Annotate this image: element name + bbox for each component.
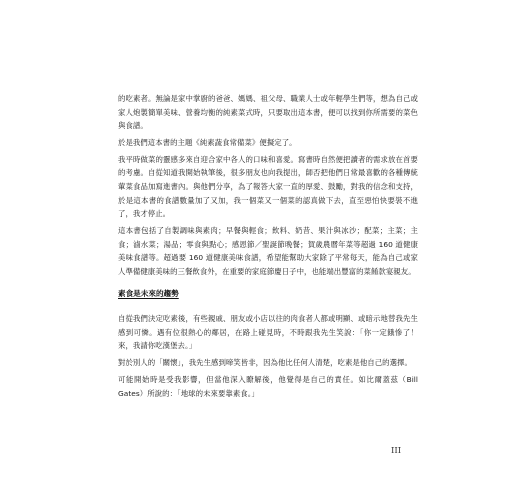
paragraph-book-theme: 於是我們這本書的主題《純素蔬食常備菜》便擬定了。 <box>118 137 297 147</box>
paragraph-care: 對於別人的「關懷」，我先生感到啼笑皆非，因為他比任何人清楚，吃素是他自己的選擇。 <box>118 358 412 368</box>
paragraph-contents: 這本書包括了自製調味與素肉；早餐與輕食；飲料、奶昔、果汁與冰沙；配菜；主菜；主食；滷水菜；湯品；零食與點心；感恩節／聖誕節晚餐；賀歲農曆年菜等超過 160 道健康美味食譜等。超過要 160 道健康美味食譜，希望能幫助大家除了平常每天，能為自己或家人準備健康美味的三餐飲食外，在重要的家庭節慶日子中，也能端出豐富的菜餚款宴親友。 <box>118 225 418 276</box>
page-number: III <box>391 446 402 456</box>
paragraph-inspiration: 我平時做菜的靈感多來自迎合家中各人的口味和喜愛。寫書時自然便把讀者的需求放在首要的考慮。自從知道我開始執筆後，很多朋友也向我提出，師否把他們日常最喜歡的各種傳統葷菜食品加寫進書內。與他們分享，為了報答大家一直的厚愛、鼓勵，對我的信念和支持，於是這本書的食譜數量加了又加，我一個菜又一個菜的認真做下去，直至惡怕快要裝不進了，我才停止。 <box>118 154 418 219</box>
paragraph-intro-continued: 的吃素者。無論是家中掌廚的爸爸、媽媽、祖父母、職業人士或年輕學生們等，想為自己或家人炮製簡單美味、營養均衡的純素菜式時，只要取出這本書，便可以找到你所需要的菜色與食譜。 <box>118 94 418 131</box>
paragraph-responsibility: 可能開始時是受我影響，但當他深入瞭解後，他覺得是自己的責任。如比爾蓋茲（Bill Gates）所說的：「地球的未來要靠素食。」 <box>118 375 418 398</box>
body-text <box>118 92 418 403</box>
paragraph-since-vegan: 自從我們決定吃素後，有些親戚、朋友或小店以往的肉食者人都或明顯、或暗示地替我先生感到可憐。遇有位很熱心的鄰居，在路上碰見時，不時跟我先生笑說：「你一定餓慘了！來，我請你吃漢堡去。」 <box>118 314 418 351</box>
section-heading: 素食是未來的趨勢 <box>118 289 179 299</box>
